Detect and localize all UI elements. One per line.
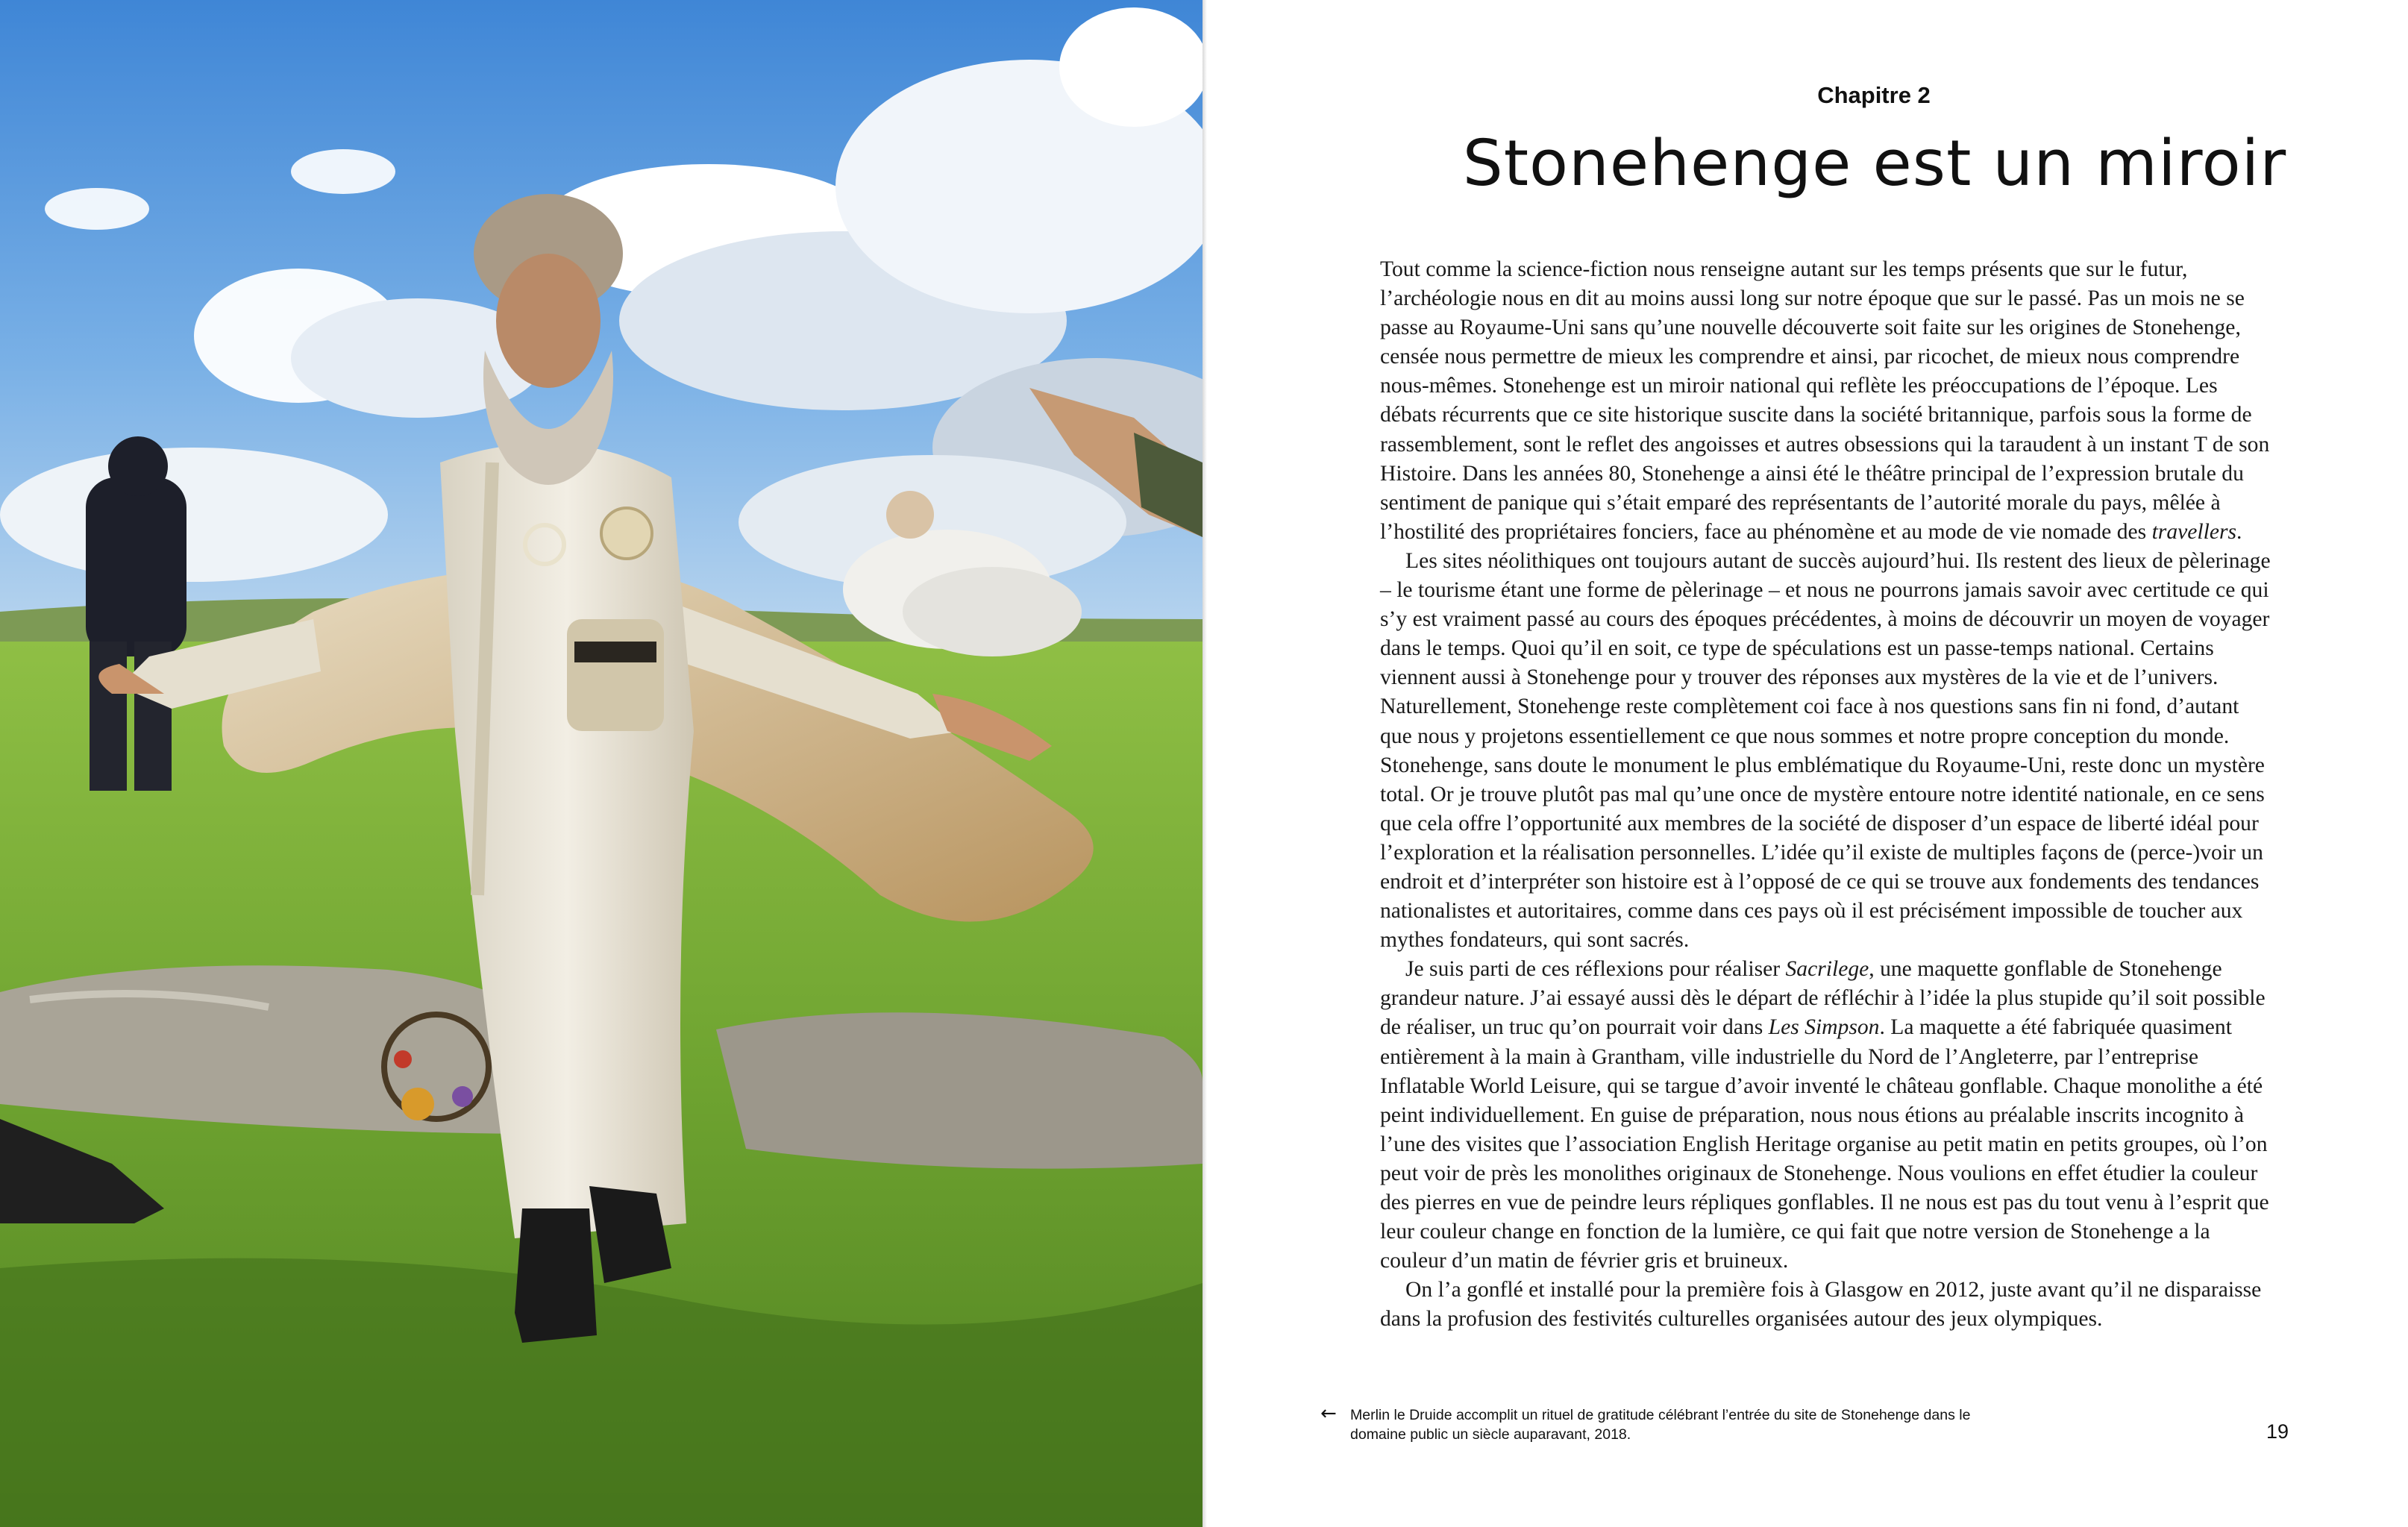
paragraph-1-text: Tout comme la science-fiction nous renseigne autant sur les temps présents que sur le futur, l’archéologie nous en dit au moins aussi long sur notre époque que sur le passé. Pas un mois ne se passe au Royaume-Uni sans qu’une nouvelle découverte soit faite sur les origines de Stonehenge, censée nous permettre de mieux les comprendre et ainsi, par ricochet, de mieux nous comprendre nous-mêmes. Stonehenge est un miroir national qui reflète les préoccupations de l’époque. Les débats récurrents que ce site historique suscite dans la société britannique, parfois sous la forme de rassemblement, sont le reflet des angoisses et autres obsessions qui la taraudent à un instant T de son Histoire. Dans les années 80, Stonehenge a ainsi été le théâtre principal de l’expression brutale du sentiment de panique qui s’était emparé des représentants de l’autorité morale du pays, mêlée à l’hostilité des propriétaires fonciers, face au phénomène et au mode de vie nomade des (1380, 257, 2270, 544)
paragraph-1 (1380, 255, 2275, 547)
paragraph-1-end: . (2236, 519, 2242, 544)
page-number: 19 (2266, 1420, 2289, 1443)
paragraph-4: On l’a gonflé et installé pour la première fois à Glasgow en 2012, juste avant qu’il ne disparaisse dans la profusion des festivités culturelles organisées autour des jeux olympiques. (1380, 1278, 2262, 1332)
hooded-person (86, 436, 186, 791)
paragraph-3-text-b: , une maquette gonflable de Stonehenge grandeur nature. J’ai essayé aussi dès le départ de réfléchir à l’idée la plus stupide qu’il soit possible de réaliser, un truc qu’on pourrait voir dans (1380, 957, 2266, 1040)
chapter-label: Chapitre 2 (1817, 82, 1931, 108)
chapter-body (1380, 255, 2275, 1334)
chapter-title: Stonehenge est un miroir (1462, 127, 2287, 201)
sacrilege-title: Sacrilege (1785, 957, 1869, 982)
paragraph-2: Les sites néolithiques ont toujours autant de succès aujourd’hui. Ils restent des lieux de pèlerinage – le tourisme étant une forme de pèlerinage – et nous ne pourrons jamais savoir avec certitude ce qui s’y est vraiment passé au cours des époques précédentes, à moins de découvrir un moyen de voyager dans le temps. Quoi qu’il en soit, ce type de spéculations est un passe-temps national. Certains viennent aussi à Stonehenge pour y trouver des réponses aux mystères de la vie et de l’univers. Naturellement, Stonehenge reste complètement coi face à nos questions sans fin ni fond, d’autant que nous y projetons essentiellement ce que nous sommes et notre propre conception du monde. Stonehenge, sans doute le monument le plus emblématique du Royaume-Uni, reste donc un mystère total. Or je trouve plutôt pas mal qu’une once de mystère entoure notre identité nationale, en ce sens que cela offre l’opportunité aux membres de la société de disposer d’un espace de liberté idéal pour l’exploration et la réalisation personnelles. L’idée qu’il existe de multiples façons de (perce-)voir un endroit et d’interpréter son histoire est à l’opposé de ce qui se trouve aux fondements des tendances nationalistes et autoritaires, comme dans ces pays où il est précisément impossible de toucher aux mythes fondateurs, qui sont sacrés. (1380, 548, 2271, 953)
paragraph-3-text-c: . La maquette a été fabriquée quasiment entièrement à la main à Grantham, ville industrielle du Nord de l’Angleterre, par l’entreprise Inflatable World Leisure, qui se targue d’avoir inventé le château gonflable. Chaque monolithe a été peint individuellement. En guise de préparation, nous nous étions au préalable inscrits incognito à l’une des visites que l’association English Heritage organise au petit matin en petits groupes, où l’on peut voir de près les monolithes originaux de Stonehenge. Nous voulions en effet étudier la couleur des pierres en vue de peindre leurs répliques gonflables. Il ne nous est pas du tout venu à l’esprit que leur couleur change en fonction de la lumière, ce qui fait que notre version de Stonehenge a la couleur d’un matin de février gris et bruineux. (1380, 1015, 2269, 1273)
travellers-term: travellers (2151, 519, 2236, 544)
druid-ritual-photo (0, 0, 1203, 1527)
photo-caption: Merlin le Druide accomplit un rituel de gratitude célébrant l’entrée du site de Stonehenge dans le domaine public un siècle auparavant, 2018. (1350, 1407, 1971, 1443)
left-arrow-icon: ← (1320, 1402, 1337, 1425)
paragraph-3-text-a: Je suis parti de ces réflexions pour réaliser (1405, 957, 1786, 982)
simpsons-title: Les Simpson (1768, 1015, 1880, 1040)
page-gutter (1203, 0, 1207, 1527)
paragraph-3 (1380, 955, 2275, 1276)
